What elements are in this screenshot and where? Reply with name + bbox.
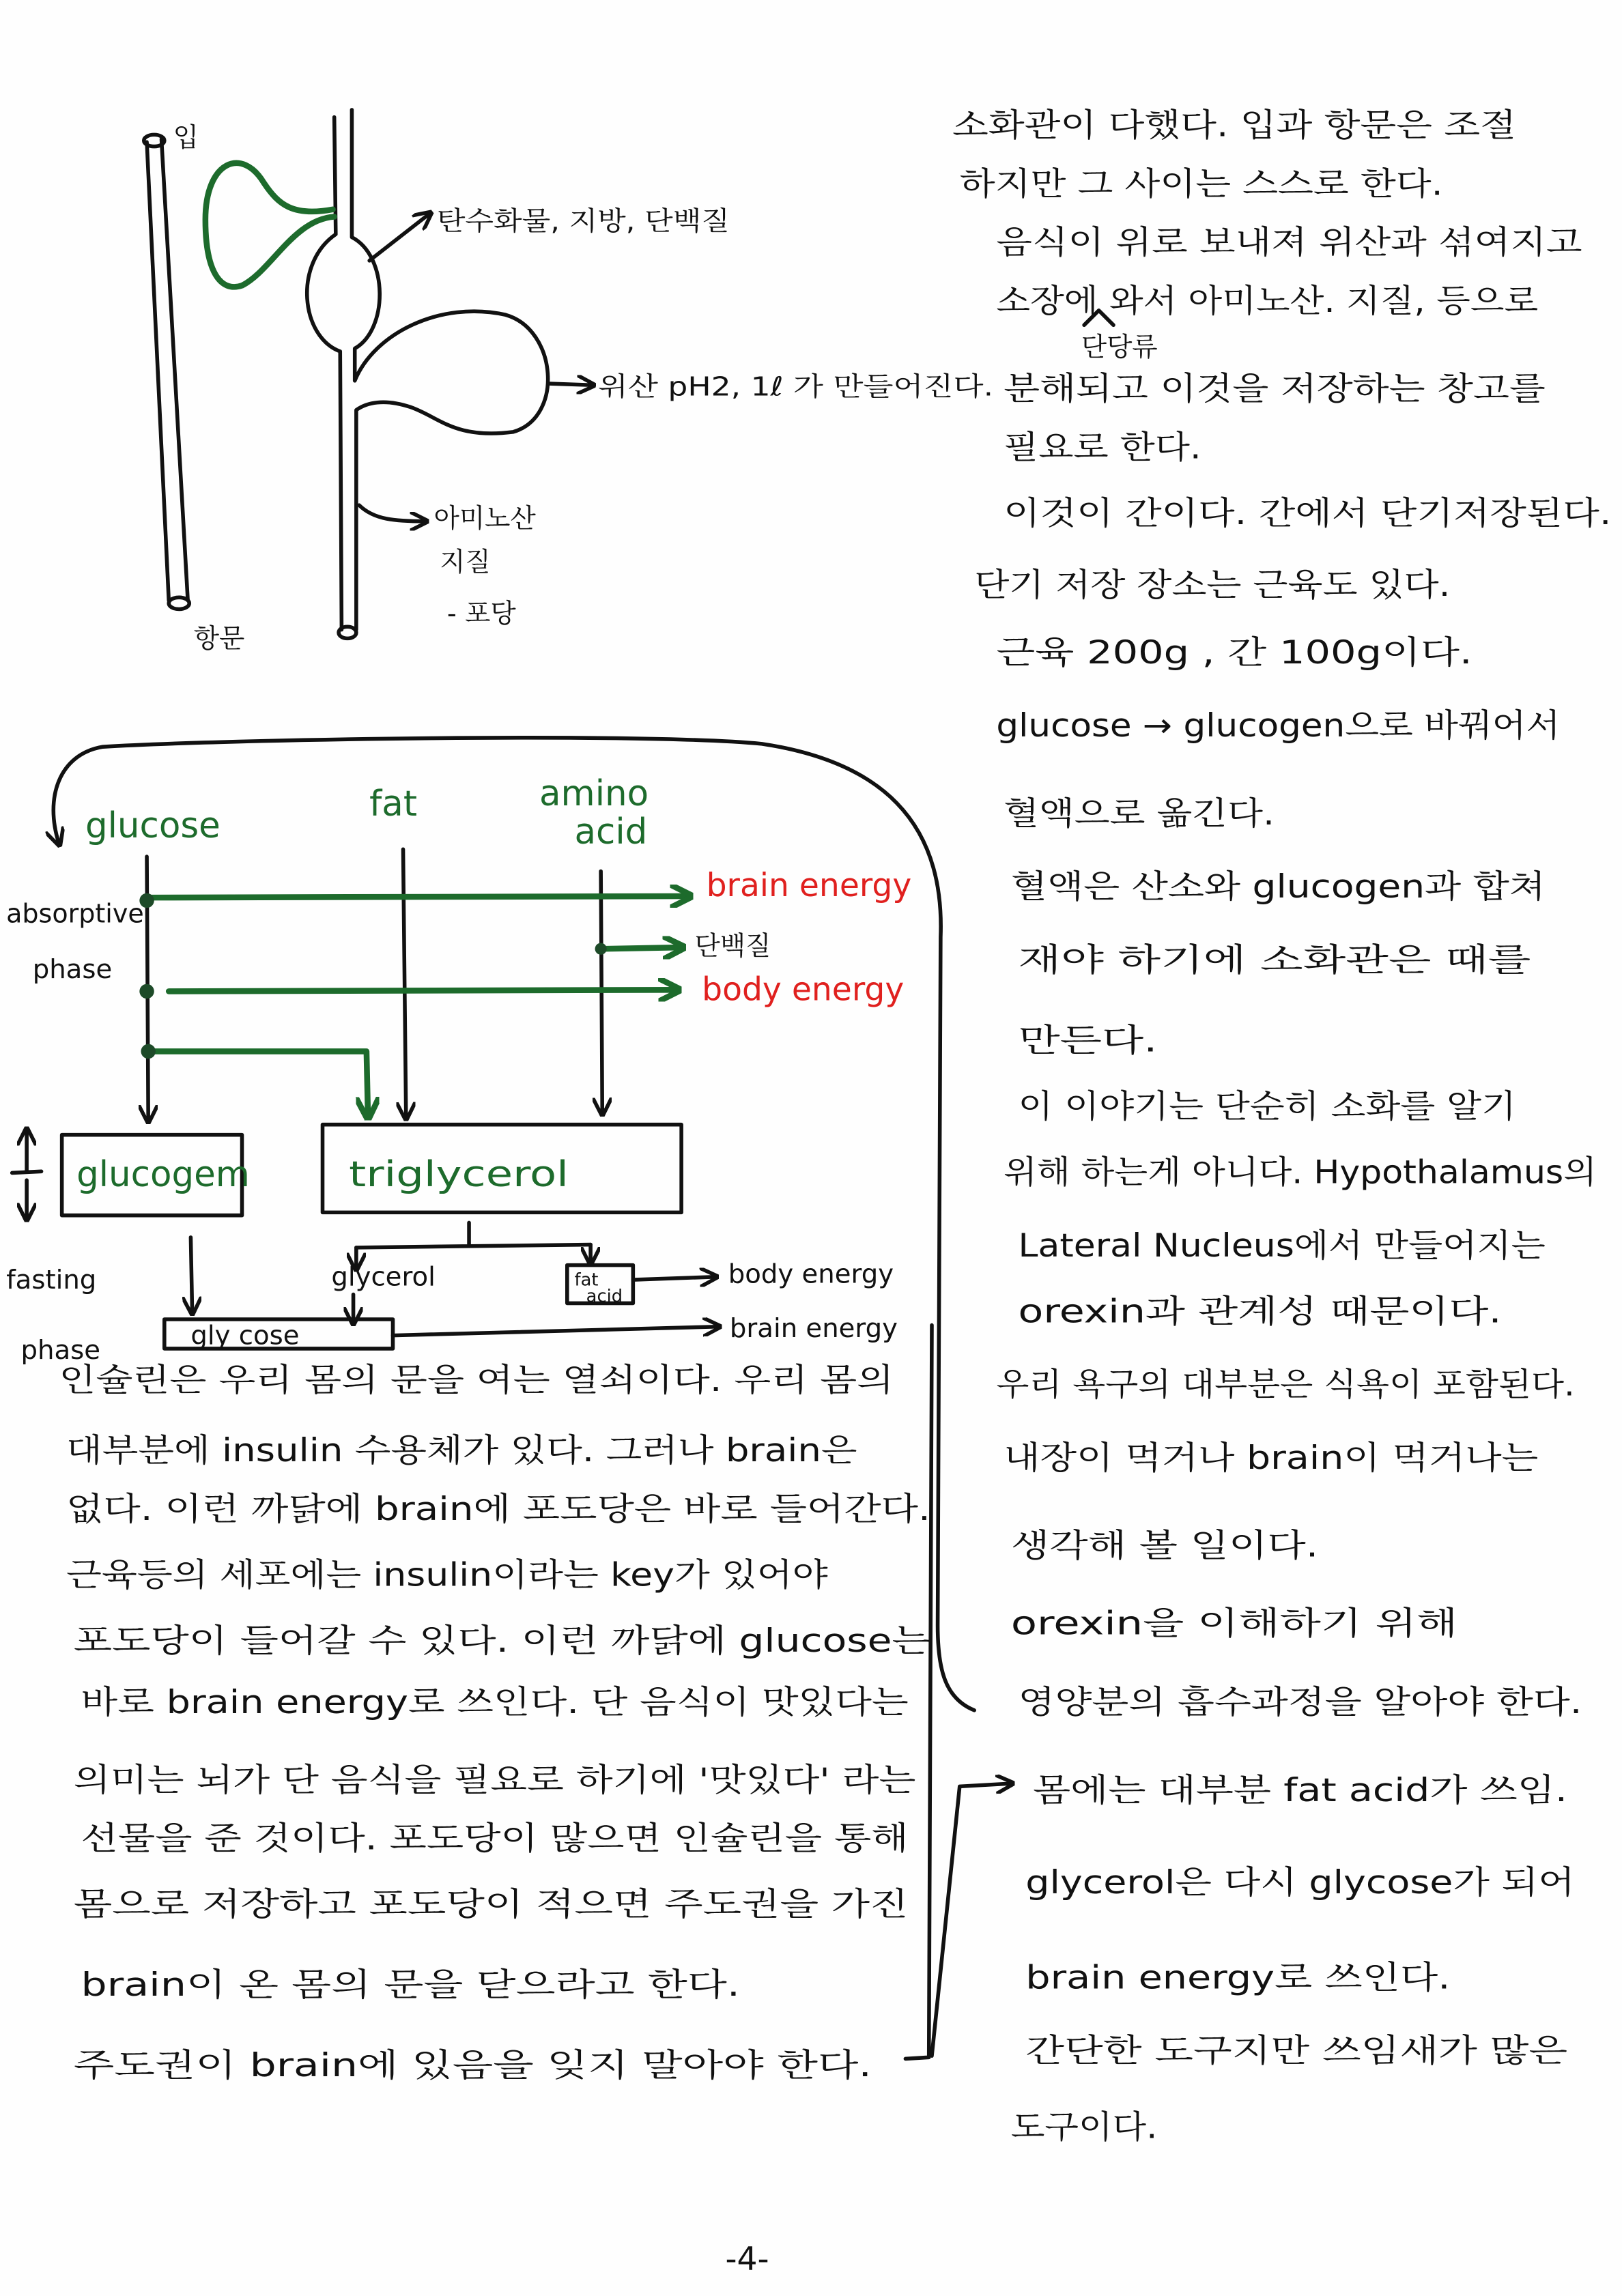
stomach-note: 탄수화물, 지방, 단백질 <box>436 205 730 237</box>
fat-acid-arrow <box>633 1277 715 1280</box>
note-line: 주도권이 brain에 있음을 잊지 말아야 한다. <box>73 2047 872 2085</box>
note-line: 소장에 와서 아미노산. 지질, 등으로 <box>996 282 1539 320</box>
note-line: 의미는 뇌가 단 음식을 필요로 하기에 '맛있다' 라는 <box>73 1761 916 1799</box>
glucogen-label: glucogem <box>76 1153 250 1195</box>
note-line: 인슐린은 우리 몸의 문을 여는 열쇠이다. 우리 몸의 <box>59 1362 894 1400</box>
fat-acid-label-1: fat <box>574 1269 599 1291</box>
note-line: 하지만 그 사이는 스스로 한다. <box>959 165 1443 203</box>
anus-opening <box>169 597 189 609</box>
note-line: 필요로 한다. <box>1004 429 1201 467</box>
insert-note: 단당류 <box>1081 332 1158 363</box>
absorptive-label: absorptive <box>6 898 144 930</box>
note-line: glucose → glucogen으로 바꿔어서 <box>996 707 1561 745</box>
body-energy-arrow <box>169 990 677 991</box>
fasting-label: fasting <box>6 1264 97 1295</box>
note-line: 만든다. <box>1018 1022 1158 1060</box>
note-line: 선물을 준 것이다. 포도당이 많으면 인슐린을 통해 <box>81 1820 909 1858</box>
divider-dash <box>12 1171 42 1173</box>
note-line: 혈액으로 옮긴다. <box>1004 794 1275 833</box>
note-line: 재야 하기에 소화관은 때를 <box>1018 941 1531 979</box>
left-tube <box>147 139 188 601</box>
note-line: 위해 하는게 아니다. Hypothalamus의 <box>1004 1153 1597 1192</box>
junction-dot <box>141 1044 155 1059</box>
amino-label: amino <box>539 773 649 814</box>
note-line: 바로 brain energy로 쓰인다. 단 음식이 맛있다는 <box>81 1684 909 1722</box>
phase-label-2: phase <box>20 1334 101 1366</box>
glycose-label: gly cose <box>190 1320 300 1351</box>
note-line: brain energy로 쓰인다. <box>1025 1959 1451 1997</box>
note-line: 음식이 위로 보내져 위산과 섞여지고 <box>996 224 1582 262</box>
green-loop <box>205 163 335 287</box>
note-line: 이것이 간이다. 간에서 단기저장된다. <box>1004 495 1612 533</box>
mouth-label: 입 <box>173 122 199 154</box>
phase-label: phase <box>32 954 113 986</box>
fat-down-line <box>403 849 406 1117</box>
left-notes <box>59 1362 930 2084</box>
note-line: brain이 온 몸의 문을 닫으라고 한다. <box>81 1966 740 2005</box>
arrow-acid <box>550 384 592 385</box>
junction-dot <box>595 943 607 955</box>
protein-label: 단백질 <box>694 930 771 962</box>
note-line: 우리 욕구의 대부분은 식욕이 포함된다. <box>996 1366 1575 1404</box>
acid-note: 위산 pH2, 1ℓ 가 만들어진다. <box>597 371 994 403</box>
body-energy-label-2: body energy <box>728 1259 894 1290</box>
triglycerol-label: triglycerol <box>349 1153 569 1195</box>
junction-dot <box>139 984 154 999</box>
brain-energy-label: brain energy <box>706 866 912 904</box>
anus-label: 항문 <box>193 623 245 655</box>
note-line: 분해되고 이것을 저장하는 창고를 <box>1004 370 1546 408</box>
note-line: 소화관이 다했다. 입과 항문은 조절 <box>952 106 1517 145</box>
brain-energy-label-2: brain energy <box>729 1312 898 1344</box>
right-notes <box>952 107 1611 2147</box>
note-line: orexin과 관계성 때문이다. <box>1018 1293 1502 1331</box>
brain-energy-arrow <box>150 896 689 898</box>
note-line: 도구이다. <box>1010 2108 1158 2147</box>
body-energy-label: body energy <box>702 971 905 1009</box>
left-notes-bracket <box>905 1325 932 2059</box>
arrow-stomach <box>369 214 429 261</box>
note-line: 몸으로 저장하고 포도당이 적으면 주도권을 가진 <box>73 1886 909 1924</box>
note-line: 간단한 도구지만 쓰임새가 많은 <box>1025 2032 1568 2070</box>
note-line: 없다. 이런 까닭에 brain에 포도당은 바로 들어간다. <box>66 1490 930 1528</box>
right-tube <box>307 110 548 630</box>
note-line: orexin을 이해하기 위해 <box>1010 1605 1458 1643</box>
note-line: 혈액은 산소와 glucogen과 합쳐 <box>1010 868 1546 906</box>
glucogen-down-arrow <box>190 1237 192 1312</box>
note-line: 포도당이 들어갈 수 있다. 이런 까닭에 glucose는 <box>73 1622 930 1661</box>
note-line: 근육 200g , 간 100g이다. <box>996 633 1472 672</box>
note-line: 생각해 볼 일이다. <box>1010 1527 1319 1565</box>
note-line: 내장이 먹거나 brain이 먹거나는 <box>1004 1439 1539 1477</box>
protein-arrow <box>603 947 681 949</box>
glycerol-label: glycerol <box>331 1261 436 1293</box>
link-arrow <box>932 1783 1011 2056</box>
note-line: 영양분의 흡수과정을 알아야 한다. <box>1018 1684 1582 1722</box>
page-number: -4- <box>725 2240 769 2278</box>
glycose-arrow <box>393 1327 717 1336</box>
arrow-intestine <box>359 505 425 521</box>
intestine-note-1: 아미노산 <box>433 503 536 534</box>
note-line: 근육등의 세포에는 insulin이라는 key가 있어야 <box>66 1556 829 1594</box>
acid-label: acid <box>574 811 648 852</box>
note-line: 몸에는 대부분 fat acid가 쓰임. <box>1033 1771 1568 1809</box>
triglycerol-green-arrow <box>150 1051 368 1115</box>
note-line: 이 이야기는 단순히 소화를 알기 <box>1018 1087 1517 1125</box>
fat-label: fat <box>369 783 418 824</box>
note-line: Lateral Nucleus에서 만들어지는 <box>1018 1226 1546 1265</box>
note-line: 대부분에 insulin 수용체가 있다. 그러나 brain은 <box>66 1432 857 1470</box>
glucose-label: glucose <box>85 805 220 847</box>
triglycerol-fork <box>356 1222 591 1247</box>
note-line: glycerol은 다시 glycose가 되어 <box>1025 1864 1575 1902</box>
intestine-note-2: 지질 <box>440 547 491 578</box>
note-line: 단기 저장 장소는 근육도 있다. <box>974 566 1451 605</box>
fat-acid-label-2: acid <box>586 1286 623 1307</box>
tube-end <box>339 627 356 638</box>
intestine-note-3: - 포당 <box>446 598 516 629</box>
digestive-tract-diagram <box>144 110 993 654</box>
